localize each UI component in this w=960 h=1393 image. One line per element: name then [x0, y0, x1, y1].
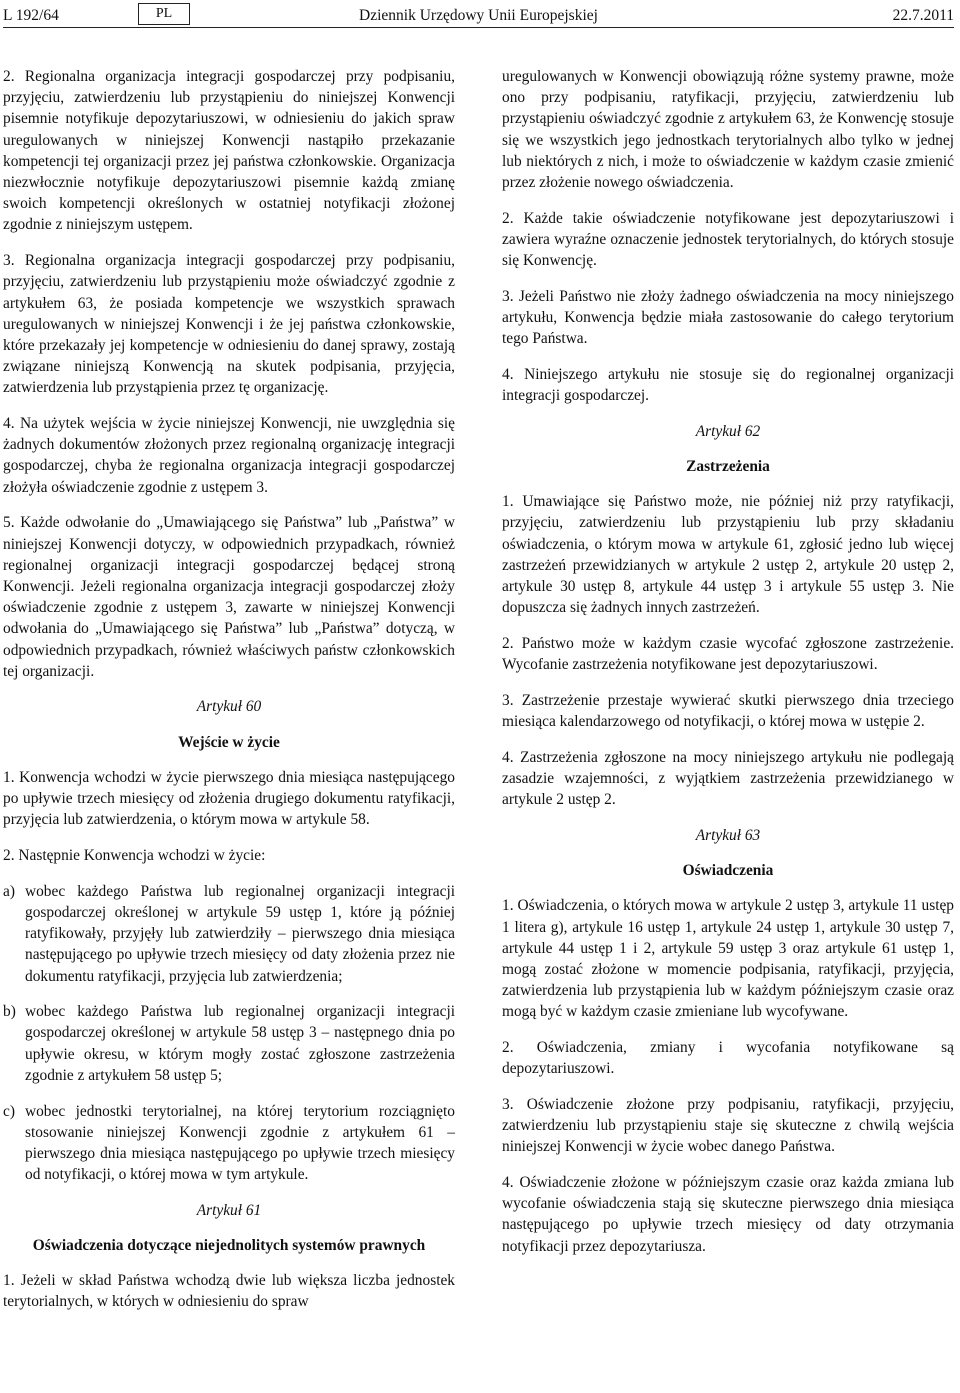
- article-62-number: Artykuł 62: [695, 422, 761, 440]
- paragraph: 1. Jeżeli w skład Państwa wchodzą dwie lub większa liczba jednostek terytorialnych, w których w odniesieniu do spraw: [3, 1272, 455, 1311]
- paragraph: 4. Niniejszego artykułu nie stosuje się do regionalnej organizacji integracji gospodarczej.: [502, 365, 954, 405]
- paragraph: 1. Konwencja wchodzi w życie pierwszego dnia miesiąca następującego po upływie trzech miesięcy od złożenia drugiego dokumentu ratyfikacji, przyjęcia lub zatwierdzenia, o którym mowa w artykule 58.: [3, 768, 455, 829]
- publication-date: 22.7.2011: [892, 7, 954, 24]
- paragraph: 4. Zastrzeżenia zgłoszone na mocy niniejszego artykułu nie podlegają zasadzie wzajemności, z wyjątkiem zastrzeżenia przewidzianego w artykule 2 ustęp 2.: [502, 748, 954, 809]
- paragraph: 2. Oświadczenia, zmiany i wycofania notyfikowane są depozytariuszowi.: [502, 1039, 954, 1078]
- left-column: [3, 66, 455, 1327]
- article-60-title: Wejście w życie: [178, 733, 280, 751]
- paragraph: 3. Regionalna organizacja integracji gospodarczej przy podpisaniu, przyjęciu, zatwierdzeniu lub przystąpieniu może oświadczyć zgodnie z artykułem 63, że posiada kompetencje we wszystkich sprawach uregulowanych w niniejszej Konwencji i że jej państwa członkowskie, które przekazały jej kompetencje w odniesieniu do danej sprawy, zostają związane niniejszą Konwencją na skutek podpisania, przyjęcia, zatwierdzenia lub przystąpienia przez tę organizację.: [3, 252, 455, 397]
- journal-title: Dziennik Urzędowy Unii Europejskiej: [359, 7, 598, 24]
- list-item: [3, 1101, 455, 1186]
- paragraph: 1. Oświadczenia, o których mowa w artykule 2 ustęp 3, artykule 11 ustęp 1 litera g), artykule 16 ustęp 1, artykule 24 ustęp 1, artykule 30 ustęp 7, artykule 44 ustęp 1 i 2, artykule 59 ustęp 3 oraz artykule 61 ustęp 1, mogą zostać złożone w momencie podpisania, ratyfikacji, przyjęcia, zatwierdzenia lub przystąpienia lub w każdym późniejszym czasie oraz mogą być w każdym czasie zmieniane lub wycofywane.: [502, 897, 954, 1021]
- paragraph: 3. Zastrzeżenie przestaje wywierać skutki pierwszego dnia trzeciego miesiąca kalendarzowego od notyfikacji, o której mowa w ustępie 2.: [502, 691, 954, 731]
- article-61-number: Artykuł 61: [196, 1201, 262, 1219]
- paragraph: 1. Umawiające się Państwo może, nie później niż przy ratyfikacji, przyjęciu, zatwierdzeniu lub przystąpieniu lub przy składaniu oświadczenia, o którym mowa w artykule 61, zgłosić jedno lub więcej zastrzeżeń przewidzianych w artykule 2 ustęp 2, artykule 20 ustęp 2, artykule 30 ustęp 8, artykule 44 ustęp 3 i artykule 55 ustęp 3. Nie dopuszcza się żadnych innych zastrzeżeń.: [502, 493, 954, 617]
- right-column: [502, 66, 954, 1271]
- article-63-number: Artykuł 63: [695, 826, 761, 844]
- paragraph: 3. Oświadczenie złożone przy podpisaniu, ratyfikacji, przyjęciu, zatwierdzeniu lub przystąpieniu staje się skuteczne z chwilą wejścia niniejszej Konwencji w życie wobec danego Państwa.: [502, 1095, 954, 1156]
- list-marker: c): [3, 1102, 15, 1120]
- page-reference: L 192/64: [3, 7, 59, 24]
- list-item: [3, 881, 455, 987]
- paragraph: 3. Jeżeli Państwo nie złoży żadnego oświadczenia na mocy niniejszego artykułu, Konwencja będzie miała zastosowanie do całego terytorium tego Państwa.: [502, 287, 954, 348]
- paragraph: uregulowanych w Konwencji obowiązują różne systemy prawne, może ono przy podpisaniu, ratyfikacji, przyjęciu, zatwierdzeniu lub przystąpieniu oświadczyć zgodnie z artykułem 63, że Konwencję stosuje się we wszystkich jego jednostkach terytorialnych albo tylko w jednej lub niektórych z nich, i może to oświadczenie w każdym czasie zmienić przez złożenie nowego oświadczenia.: [502, 68, 954, 192]
- language-badge: PL: [138, 3, 190, 25]
- article-60-list: [3, 881, 455, 1186]
- list-item-text: wobec każdego Państwa lub regionalnej organizacji integracji gospodarczej określonej w artykule 58 ustęp 3 – następnego dnia po upływie okresu, w którym mogły zostać zgłoszone zastrzeżenia zgodnie z artykułem 58 ustęp 5;: [25, 1003, 455, 1084]
- article-63-title: Oświadczenia: [682, 862, 774, 880]
- article-61-title: Oświadczenia dotyczące niejednolitych systemów prawnych: [32, 1237, 426, 1255]
- article-60-number: Artykuł 60: [196, 698, 262, 716]
- list-item: [3, 1001, 455, 1086]
- paragraph: 2. Następnie Konwencja wchodzi w życie:: [3, 847, 266, 864]
- paragraph: 5. Każde odwołanie do „Umawiającego się Państwa” lub „Państwa” w niniejszej Konwencji dotyczy, w odpowiednich przypadkach, również regionalnej organizacji integracji gospodarczej będącej stroną Konwencji. Jeżeli regionalna organizacja integracji gospodarczej złoży oświadczenie zgodnie z ustępem 3, zawarte w niniejszej Konwencji odwołania do „Umawiającego się Państwa” lub „Państwa” dotyczą, w odpowiednich przypadkach, również właściwych państw członkowskich tej organizacji.: [3, 514, 455, 680]
- list-marker: b): [3, 1003, 16, 1021]
- list-marker: a): [3, 882, 15, 900]
- paragraph: 2. Każde takie oświadczenie notyfikowane jest depozytariuszowi i zawiera wyraźne oznaczenie jednostek terytorialnych, do których stosuje się Konwencję.: [502, 209, 954, 270]
- list-item-text: wobec każdego Państwa lub regionalnej organizacji integracji gospodarczej określonej w artykule 59 ustęp 1, które ją później ratyfikowały, przyjęły lub zatwierdziły – pierwszego dnia miesiąca następującego po upływie trzech miesięcy od daty złożenia przez nie dokumentu ratyfikacji, przyjęcia lub zatwierdzenia;: [25, 882, 455, 985]
- paragraph: 4. Oświadczenie złożone w późniejszym czasie oraz każda zmiana lub wycofanie oświadczenia stają się skuteczne pierwszego dnia miesiąca następującego po upływie trzech miesięcy od daty otrzymania notyfikacji przez depozytariusza.: [502, 1174, 954, 1255]
- list-item-text: wobec jednostki terytorialnej, na której terytorium rozciągnięto stosowanie niniejszej Konwencji zgodnie z artykułem 61 – pierwszego dnia miesiąca następującego po upływie trzech miesięcy od notyfikacji, o której mowa w tym artykule.: [25, 1102, 455, 1184]
- paragraph: 2. Państwo może w każdym czasie wycofać zgłoszone zastrzeżenie. Wycofanie zastrzeżenia notyfikowane jest depozytariuszowi.: [502, 634, 954, 674]
- paragraph: 4. Na użytek wejścia w życie niniejszej Konwencji, nie uwzględnia się żadnych dokumentów złożonych przez regionalną organizację integracji gospodarczej, chyba że regionalna organizacja integracji gospodarczej złożyła oświadczenie zgodnie z ustępem 3.: [3, 415, 455, 496]
- header-rule: [3, 27, 954, 28]
- page-header: [3, 3, 954, 27]
- paragraph: 2. Regionalna organizacja integracji gospodarczej przy podpisaniu, przyjęciu, zatwierdzeniu lub przystąpieniu do niniejszej Konwencji pisemnie notyfikuje depozytariuszowi, w odniesieniu do jakich spraw uregulowanych w niniejszej Konwencji nastąpiło przekazanie kompetencji tej organizacji przez jej państwa członkowskie. Organizacja niezwłocznie notyfikuje depozytariuszowi pisemnie każdą zmianę swoich kompetencji określonych w ostatniej notyfikacji złożonej zgodnie z niniejszym ustępem.: [3, 68, 455, 234]
- article-62-title: Zastrzeżenia: [686, 458, 770, 476]
